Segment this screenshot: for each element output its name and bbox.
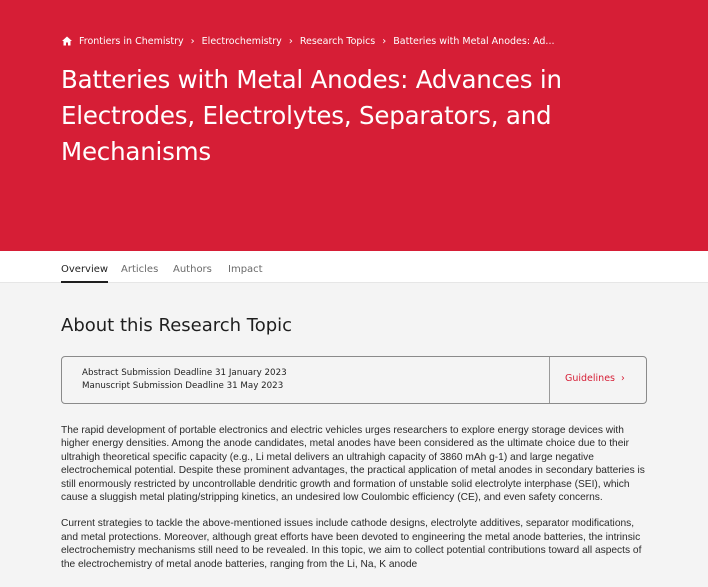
tab-overview[interactable]: Overview [61, 264, 109, 275]
chevron-right-icon: › [288, 35, 293, 47]
abstract-deadline: Abstract Submission Deadline 31 January 2023 [82, 368, 287, 378]
description-paragraph: The rapid development of portable electronics and electric vehicles urges researchers to explore energy storage devices with higher energy densities. Among the anode candidates, metal anodes have been considered as the ultimate choice due to their ultrahigh theoretical specific capacity (e.g., Li metal delivers an ultrahigh capacity of 3860 mAh g-1) and large negative electrochemical potential. Despite these prominent advantages, the practical application of metal anodes in secondary batteries is still enormously restricted by uncontrollable dendritic growth and formation of unstable solid electrolyte interphase (SEI), which cause a sluggish metal plating/stripping kinetics, an undesired low Coulombic efficiency (CE), and even safety concerns. [61, 425, 645, 504]
breadcrumb [61, 34, 554, 48]
manuscript-deadline: Manuscript Submission Deadline 31 May 2023 [82, 381, 284, 391]
home-icon[interactable] [61, 35, 73, 47]
divider [549, 357, 550, 403]
description-paragraph: Current strategies to tackle the above-mentioned issues include cathode designs, electrolyte additives, separator modifications, and metal protections. Moreover, although great efforts have been devoted to engineering the metal anode batteries, the intrinsic electrochemistry mechanisms still need to be revealed. In this topic, we aim to collect potential contributions toward all aspects of the electrochemistry of metal anode batteries, ranging from the Li, Na, K anode [61, 518, 642, 570]
breadcrumb-item-journal[interactable]: Frontiers in Chemistry [79, 35, 184, 47]
tab-articles[interactable]: Articles [121, 264, 159, 275]
tab-authors[interactable]: Authors [173, 264, 212, 275]
tab-impact[interactable]: Impact [228, 264, 263, 275]
breadcrumb-item-research-topics[interactable]: Research Topics [299, 35, 376, 47]
hero-banner [0, 0, 708, 251]
deadlines-list [82, 367, 287, 393]
topic-description [61, 424, 649, 584]
guidelines-label: Guidelines [565, 373, 615, 384]
section-title: About this Research Topic [61, 315, 293, 336]
page-title: Batteries with Metal Anodes: Advances in Electrodes, Electrolytes, Separators, and Mechanisms [61, 65, 562, 166]
chevron-right-icon: › [190, 35, 195, 47]
breadcrumb-item-section[interactable]: Electrochemistry [201, 35, 282, 47]
chevron-right-icon: › [382, 35, 387, 47]
deadlines-card [61, 356, 647, 404]
breadcrumb-item-current[interactable]: Batteries with Metal Anodes: Ad... [393, 35, 555, 47]
guidelines-link[interactable] [565, 373, 625, 384]
tab-bar [0, 251, 708, 283]
chevron-right-icon: › [621, 373, 625, 384]
